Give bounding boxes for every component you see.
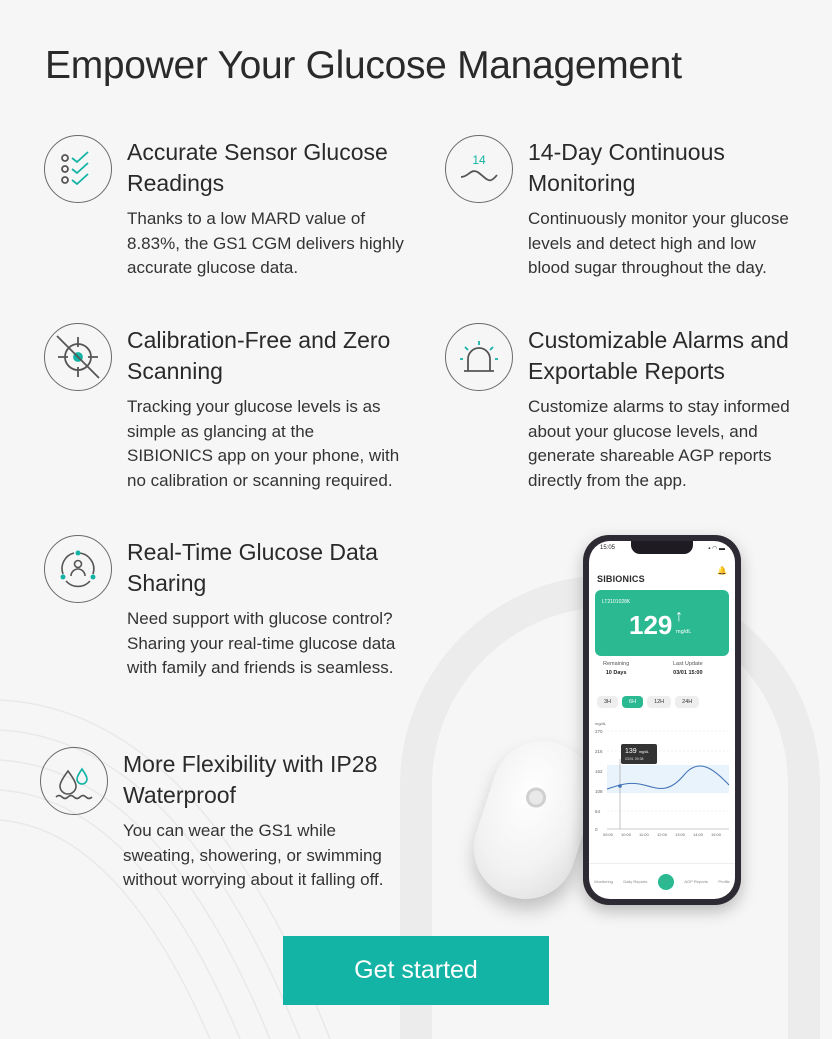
checklist-icon [44, 135, 112, 203]
range-tabs [597, 696, 699, 708]
nav-monitoring[interactable]: Monitoring [594, 879, 613, 884]
x-tick: 13:00 [675, 832, 686, 837]
feature-body: Customize alarms to stay informed about your glucose levels, and generate shareable AGP reports directly from the app. [528, 397, 790, 490]
feature-body: You can wear the GS1 while sweating, showering, or swimming without worrying about it falling off. [123, 821, 384, 889]
water-drops-icon [40, 747, 108, 815]
feature-data-sharing [127, 535, 397, 681]
y-tick: 216 [595, 749, 603, 754]
y-tick: 0 [595, 827, 598, 832]
x-tick: 12:00 [657, 832, 668, 837]
y-tick: 270 [595, 729, 603, 734]
feature-waterproof [123, 747, 393, 893]
page-title: Empower Your Glucose Management [45, 44, 682, 87]
sensor-id: LT2101028K [602, 599, 631, 605]
feature-title: More Flexibility with IP28 Waterproof [123, 751, 378, 808]
feature-title: 14-Day Continuous Monitoring [528, 139, 725, 196]
bell-icon: 🔔 [717, 566, 727, 575]
tab-24h[interactable]: 24H [675, 696, 699, 708]
feature-title: Accurate Sensor Glucose Readings [127, 139, 388, 196]
y-tick: 54 [595, 809, 601, 814]
wave-14-icon [445, 135, 513, 203]
tab-3h[interactable]: 3H [597, 696, 618, 708]
feature-14-day-monitoring [472, 135, 793, 281]
share-icon [44, 535, 112, 603]
feature-title: Customizable Alarms and Exportable Reports [528, 327, 789, 384]
tab-6h[interactable]: 6H [622, 696, 643, 708]
nav-agp-reports[interactable]: AGP Reports [684, 879, 708, 884]
add-icon[interactable]: + [658, 874, 674, 890]
x-tick: 14:00 [693, 832, 704, 837]
last-update-info: Last Update 03/01 15:00 [673, 661, 703, 676]
phone-mockup [583, 535, 741, 905]
sensor-center [523, 785, 548, 810]
feature-body: Continuously monitor your glucose levels and detect high and low blood sugar throughout the day. [528, 209, 789, 277]
y-unit-label: mg/dL [595, 721, 607, 726]
y-tick: 162 [595, 769, 603, 774]
feature-body: Tracking your glucose levels is as simple as glancing at the SIBIONICS app on your phone, with no calibration or scanning required. [127, 397, 400, 490]
nav-daily-reports[interactable]: Daily Reports [623, 879, 648, 884]
x-tick: 15:00 [711, 832, 722, 837]
phone-notch [631, 541, 693, 554]
alarm-icon [445, 323, 513, 391]
no-scan-icon [44, 323, 112, 391]
feature-body: Need support with glucose control? Sharing your real-time glucose data with family and friends is seamless. [127, 609, 396, 677]
svg-text:03/01 09:38: 03/01 09:38 [625, 757, 644, 761]
x-tick: 09:00 [603, 832, 614, 837]
svg-text:14: 14 [472, 153, 486, 167]
remaining-info: Remaining 10 Days [603, 661, 630, 676]
svg-text:139: 139 [625, 748, 637, 755]
get-started-button[interactable]: Get started [283, 936, 549, 1005]
y-tick: 108 [595, 789, 603, 794]
app-brand: SIBIONICS [597, 574, 645, 584]
feature-title: Real-Time Glucose Data Sharing [127, 539, 378, 596]
glucose-value: 129 [629, 610, 673, 640]
feature-calibration-free [127, 323, 402, 493]
glucose-chart [589, 719, 735, 839]
status-time: 15:05 [600, 545, 616, 551]
x-tick: 10:00 [621, 832, 632, 837]
glucose-card [595, 590, 729, 656]
svg-text:mg/dL: mg/dL [639, 750, 649, 754]
feature-alarms-reports [528, 323, 798, 493]
trend-arrow-icon: ↑ [675, 608, 683, 625]
tab-12h[interactable]: 12H [647, 696, 671, 708]
feature-accurate-readings [127, 135, 417, 281]
feature-body: Thanks to a low MARD value of 8.83%, the GS1 CGM delivers highly accurate glucose data. [127, 209, 404, 277]
bottom-nav [589, 863, 735, 899]
phone-screen [589, 541, 735, 899]
x-tick: 11:00 [639, 832, 649, 837]
nav-profile[interactable]: Profile [718, 879, 730, 884]
feature-title: Calibration-Free and Zero Scanning [127, 327, 391, 384]
glucose-unit: mg/dL [676, 629, 692, 635]
status-icons: ▪ ◠ ▬ [708, 546, 725, 552]
